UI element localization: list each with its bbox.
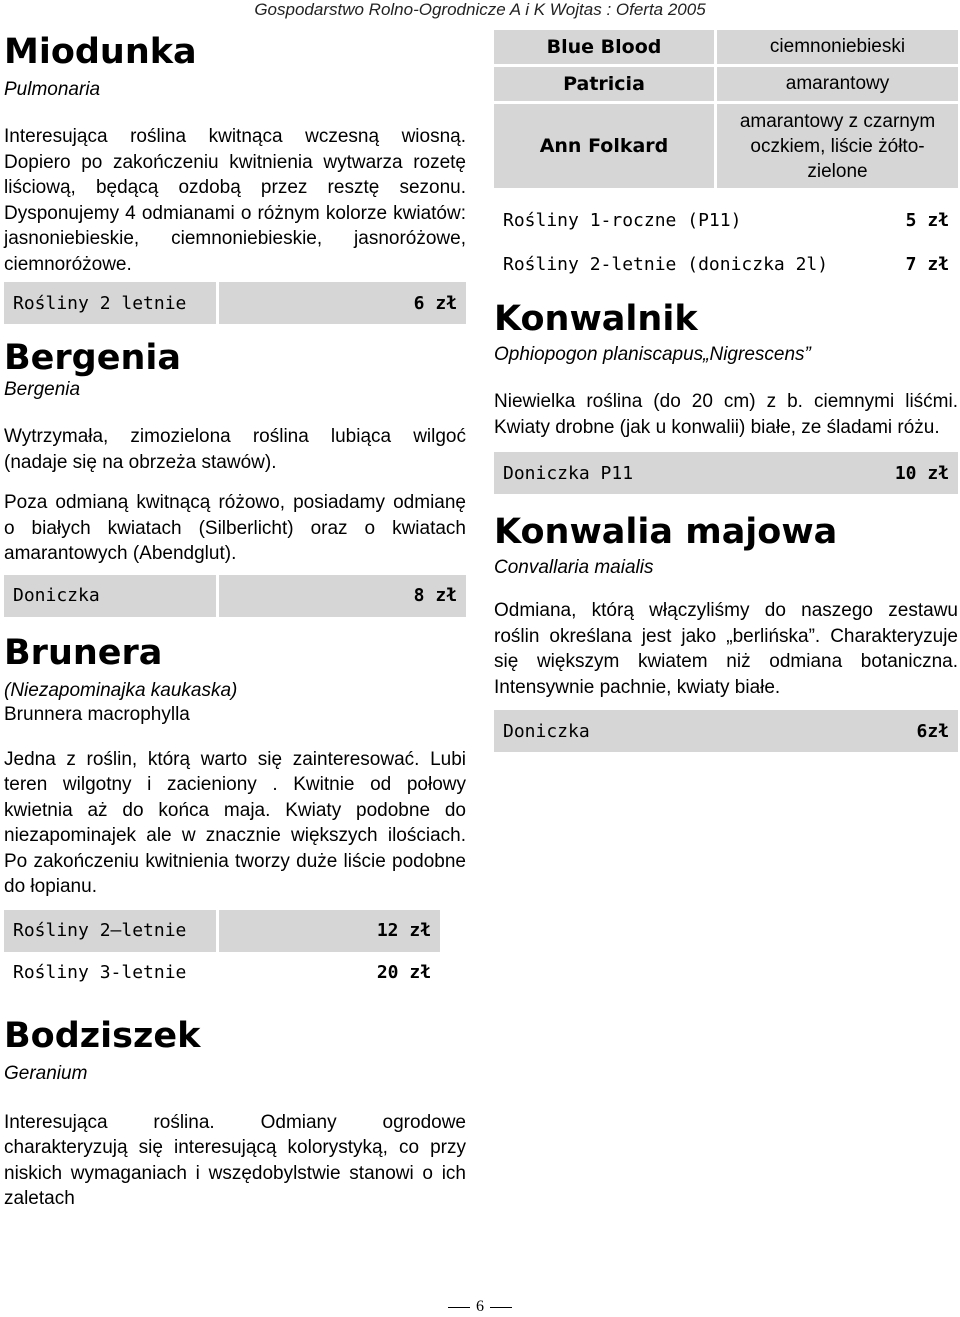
bergenia-price-row <box>4 575 466 617</box>
konwalia-latin: Convallaria maialis <box>494 557 654 578</box>
footer-dash-right <box>490 1307 512 1308</box>
konwalia-desc: Odmiana, którą włączyliśmy do naszego zestawu roślin określana jest jako „berlińska”. Charakteryzuje się większym kwiatem niż odmiana botaniczna. Intensywnie pachnie, kwiaty białe. <box>494 600 958 698</box>
miodunka-desc: Interesująca roślina kwitnąca wczesną wiosną. Dopiero po zakończeniu kwitnienia wytwarza rozetę liściową, będącą ozdobą przez resztę sezonu. Dysponujemy 4 odmianami o różnym kolorze kwiatów: jasnoniebieskie, ciemnoniebieskie, jasnoróżowe, ciemnoróżowe. <box>4 126 466 275</box>
bodziszek-desc: Interesująca roślina. Odmiany ogrodowe charakteryzują się interesującą kolorystyką, co przy niskich wymaganiach i wszędobylstwie stanowi o ich zaletach <box>4 1111 466 1209</box>
bergenia-price-label: Doniczka <box>4 575 219 617</box>
right-column <box>494 30 958 752</box>
bergenia-latin: Bergenia <box>4 379 81 400</box>
geranium-price-1: 5 zł <box>905 209 949 231</box>
brunera-price-1-label: Rośliny 2–letnie <box>4 910 219 952</box>
brunera-price-2-label: Rośliny 3-letnie <box>13 962 187 983</box>
brunera-title: Brunera <box>4 632 163 673</box>
table-row <box>494 104 958 191</box>
brunera-price-2: 20 zł <box>376 962 431 983</box>
variety-name: Patricia <box>494 67 717 104</box>
konwalia-price-label: Doniczka <box>503 720 590 742</box>
variety-name: Blue Blood <box>494 30 717 67</box>
bergenia-title: Bergenia <box>4 338 181 378</box>
miodunka-latin: Pulmonaria <box>4 79 101 100</box>
konwalia-price: 6zł <box>916 720 949 742</box>
varieties-table <box>494 30 958 191</box>
konwalia-price-row <box>494 710 958 752</box>
geranium-price-2-label: Rośliny 2-letnie (doniczka 2l) <box>503 253 829 275</box>
variety-color: amarantowy <box>717 67 958 104</box>
bergenia-price: 8 zł <box>413 585 457 606</box>
bergenia-desc-1: Wytrzymała, zimozielona roślina lubiąca wilgoć (nadaje się na obrzeża stawów). <box>4 426 466 473</box>
brunera-price-row-1 <box>4 910 440 952</box>
brunera-price-row-2 <box>4 952 440 994</box>
miodunka-price-label: Rośliny 2 letnie <box>4 282 219 324</box>
footer-dash-left <box>448 1307 470 1308</box>
konwalnik-latin: Ophiopogon planiscapus„Nigrescens” <box>494 344 811 365</box>
left-column <box>4 30 466 1212</box>
bodziszek-title: Bodziszek <box>4 1015 201 1056</box>
brunera-desc: Jedna z roślin, którą warto się zainteresować. Lubi teren wilgotny i zacieniony . Kwitnie od połowy kwietnia aż do końca maja. Kwiaty podobne do niezapominajek ale w znacznie większych ilościach. Po zakończeniu kwitnienia tworzy duże liście podobne do łopianu. <box>4 748 466 897</box>
table-row <box>494 30 958 67</box>
table-row <box>494 67 958 104</box>
konwalnik-price-row <box>494 452 958 494</box>
variety-color: ciemnoniebieski <box>717 30 958 67</box>
page-header: Gospodarstwo Rolno-Ogrodnicze A i K Wojtas : Oferta 2005 <box>254 0 706 19</box>
variety-color: amarantowy z czarnym oczkiem, liście żółto-zielone <box>717 104 958 191</box>
page-number: 6 <box>476 1298 484 1315</box>
brunera-price-1: 12 zł <box>376 920 431 941</box>
brunera-latin-1: (Niezapominajka kaukaska) <box>4 679 238 701</box>
konwalnik-title: Konwalnik <box>494 299 698 339</box>
konwalnik-desc: Niewielka roślina (do 20 cm) z b. ciemnymi liśćmi. Kwiaty drobne (jak u konwalii) białe, ze śladami różu. <box>494 391 958 438</box>
variety-name: Ann Folkard <box>494 104 717 191</box>
konwalia-title: Konwalia majowa <box>494 512 838 552</box>
miodunka-price: 6 zł <box>413 292 457 314</box>
miodunka-title: Miodunka <box>4 32 197 72</box>
bergenia-desc-2: Poza odmianą kwitnącą różowo, posiadamy odmianę o białych kwiatach (Silberlicht) oraz o kwiatach amarantowych (Abendglut). <box>4 492 466 564</box>
konwalnik-price-label: Doniczka P11 <box>503 462 634 484</box>
konwalnik-price: 10 zł <box>894 462 949 484</box>
geranium-price-row-1 <box>494 199 958 241</box>
page-footer <box>0 1298 960 1316</box>
geranium-price-2: 7 zł <box>905 253 949 275</box>
miodunka-price-row <box>4 282 466 324</box>
geranium-price-row-2 <box>494 243 958 285</box>
geranium-price-1-label: Rośliny 1-roczne (P11) <box>503 209 742 231</box>
bodziszek-latin: Geranium <box>4 1062 88 1084</box>
brunera-latin-2: Brunnera macrophylla <box>4 703 190 725</box>
